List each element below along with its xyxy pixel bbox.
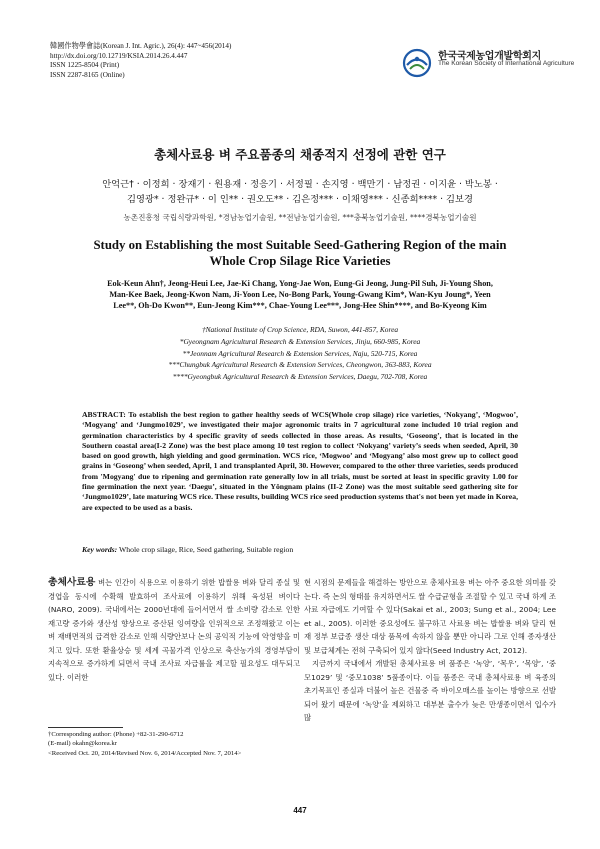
affiliation-line: ***Chungbuk Agricultural Research & Extension Services, Cheongwon, 363-883, Korea bbox=[168, 360, 432, 370]
society-emblem-icon bbox=[402, 48, 432, 78]
body-paragraph: 현 시점의 문제들을 해결하는 방안으로 총체사료용 벼는 아주 중요한 의미를 갖는다. 즉 논의 형태를 유지하면서도 쌀 수급균형을 조절할 수 있고 국내 하계 조사료 자급에도 기여할 수 있다(Sakai et al., 2003; Sung et al., 2004; Lee et al., 2005). 이러한 중요성에도 불구하고 사료용 벼는 밥쌀용 벼와 달리 현재 정부 보급종 생산 대상 품목에 속하지 않을 뿐만 아니라 그로 인해 종자생산 및 보급체계는 전혀 구축되어 있지 않다(Seed Industry Act, 2012). bbox=[304, 578, 556, 655]
abstract: ABSTRACT: To establish the best region to gather healthy seeds of WCS(Whole crop silage) rice varieties, ‘Nokyang’, ‘Mogwoo’, ‘Mogyang’ and ‘Jungmo1029’, we investigated their major agronomic traits in 7 agricultural zone included 10 trial region and germination characteristics by 4 specific gravity of seeds collected in those areas. As results, ‘Goseong’, that is located in the Southern coastal area(I-2 Zone) was the best place among 10 test region to collect ‘Nokyang’ variety’s seeds when seeded, April, 30 based on good growth, high yielding and good germination. WCS rice, ‘Mogwoo’ and ‘Mogyang’ also most grew up to collect good grains in ‘Goseong’ when seeded, April, 1 and transplanted April, 30. However, compared to the other three varieties, seeds produced from 'Mogyang' due to ripening and germination rate generally low in all trials, must be sorted at least in specific gravity 1.00 for fine germination the next year. ‘Daegu’, situated in the Yŏngnam plains (II-2 Zone) was the most suitable seed gathering site for ‘Jungmo1029’, late maturing WCS rice. These results, building WCS rice seed production systems that's not been yet made in Korea, are expected to be used as a basis. bbox=[82, 410, 518, 512]
english-title-line: Whole Crop Silage Rice Varieties bbox=[209, 254, 391, 268]
affiliation-line: *Gyeongnam Agricultural Research & Extension Services, Jinju, 660-985, Korea bbox=[179, 336, 421, 346]
body-lead-term: 총체사료용 bbox=[48, 577, 96, 588]
footnote bbox=[48, 730, 308, 758]
keywords-label: Key words: bbox=[82, 545, 118, 554]
english-authors-line: Man-Kee Baek, Jeong-Kwon Nam, Ji-Yoon Lee, No-Bong Park, Young-Gwang Kim*, Wan-Kyu Joung*, Yeen bbox=[109, 290, 491, 299]
body-column-left bbox=[48, 576, 300, 684]
english-title bbox=[40, 237, 560, 269]
english-authors-line: Eok-Keun Ahn†, Jeong-Heui Lee, Jae-Ki Chang, Yong-Jae Won, Eung-Gi Jeong, Jung-Pil Suh, Ji-Young Shon, bbox=[107, 279, 493, 288]
affiliation-line: **Jeonnam Agricultural Research & Extension Services, Naju, 520-715, Korea bbox=[182, 348, 418, 358]
english-affiliations bbox=[40, 324, 560, 383]
korean-title: 총체사료용 벼 주요품종의 채종적지 선정에 관한 연구 bbox=[154, 147, 446, 162]
body-paragraph bbox=[48, 576, 300, 684]
issn-print: ISSN 1225-8504 (Print) bbox=[50, 61, 120, 69]
society-logo bbox=[402, 45, 575, 81]
corresponding-author: †Corresponding author: (Phone) +82-31-290-6712 bbox=[48, 731, 184, 738]
affiliation-line: ****Gyeongbuk Agricultural Research & Extension Services, Daegu, 702-708, Korea bbox=[172, 372, 428, 382]
korean-authors-line: 김영광* · 정완규* · 이 인** · 권오도** · 김은정*** · 이채영*** · 신종희**** · 김보경 bbox=[127, 194, 473, 205]
korean-authors-line: 안억근† · 이정희 · 장재기 · 원용재 · 정응기 · 서정필 · 손지영 · 백만기 · 남정권 · 이지윤 · 박노봉 · bbox=[102, 179, 498, 190]
affiliation-line: †National Institute of Crop Science, RDA, Suwon, 441-857, Korea bbox=[201, 325, 399, 334]
society-name-english: The Korean Society of International Agriculture bbox=[438, 60, 575, 67]
english-authors-line: Lee**, Oh-Do Kwon**, Eun-Jeong Kim***, Chae-Young Lee***, Jong-Hee Shin****, and Bo-Kyeong Kim bbox=[113, 301, 487, 310]
author-email: (E-mail) okahn@korea.kr bbox=[48, 740, 117, 748]
korean-affiliation: 농촌진흥청 국립식량과학원, *경남농업기술원, **전남농업기술원, ***충북농업기술원, ****경북농업기술원 bbox=[123, 213, 477, 222]
journal-citation: 韓國作物學會誌(Korean J. Int. Agric.), 26(4): 447~456(2014) bbox=[50, 42, 232, 50]
issn-online: ISSN 2287-8165 (Online) bbox=[50, 70, 125, 79]
english-authors bbox=[40, 278, 560, 311]
footnote-divider bbox=[48, 727, 123, 728]
journal-header bbox=[50, 42, 231, 80]
korean-authors bbox=[60, 177, 540, 207]
doi-link[interactable]: http://dx.doi.org/10.12719/KSIA.2014.26.4.447 bbox=[50, 51, 188, 60]
keywords-text: Whole crop silage, Rice, Seed gathering, Suitable region bbox=[119, 545, 294, 554]
page-number: 447 bbox=[293, 806, 307, 815]
body-paragraph: 지금까지 국내에서 개발된 총체사료용 벼 품종은 ‘녹양’, ‘목우’, ‘목양’, ‘중모1029’ 및 ‘중모1038’ 5품종이다. 이들 품종은 국내 총체사료용 벼 육종의 초기목표인 종실과 더불어 높은 건물중 즉 바이오매스를 높이는 방향으로 선발되어 왔기 때문에 ‘녹양’을 제외하고 대부분 출수가 늦은 만생종이면서 입수가 많 bbox=[304, 659, 556, 722]
body-text: 벼는 인간이 식용으로 이용하기 위한 밥쌀용 벼와 달리 종실 및 경엽을 동시에 수확해 발효하여 조사료에 이용하기 위해 육성된 벼이다(NARO, 2009). 국내에서는 2000년대에 들어서면서 쌀 소비량 감소로 인한 재고량 증가와 생산성 향상으로 증산된 잉여량을 인위적으로 조정해왔고 이는 벼 재배면적의 급격한 감소로 인해 식량안보나 논의 공익적 기능에 악영향을 미치고 있다. 또한 환율상승 및 세계 곡물가격 인상으로 축산농가의 경영부담이 지속적으로 증가하게 되면서 국내 조사료 자급률을 제고할 필요성도 대두되고 있다. 이러한 bbox=[48, 578, 300, 682]
received-dates: <Received Oct. 20, 2014/Revised Nov. 6, 2014/Accepted Nov. 7, 2014> bbox=[48, 749, 242, 757]
english-title-line: Study on Establishing the most Suitable Seed-Gathering Region of the main bbox=[93, 238, 507, 252]
keywords bbox=[82, 545, 518, 554]
body-column-right bbox=[304, 576, 556, 725]
society-name-korean: 한국국제농업개발학회지 bbox=[438, 51, 541, 62]
